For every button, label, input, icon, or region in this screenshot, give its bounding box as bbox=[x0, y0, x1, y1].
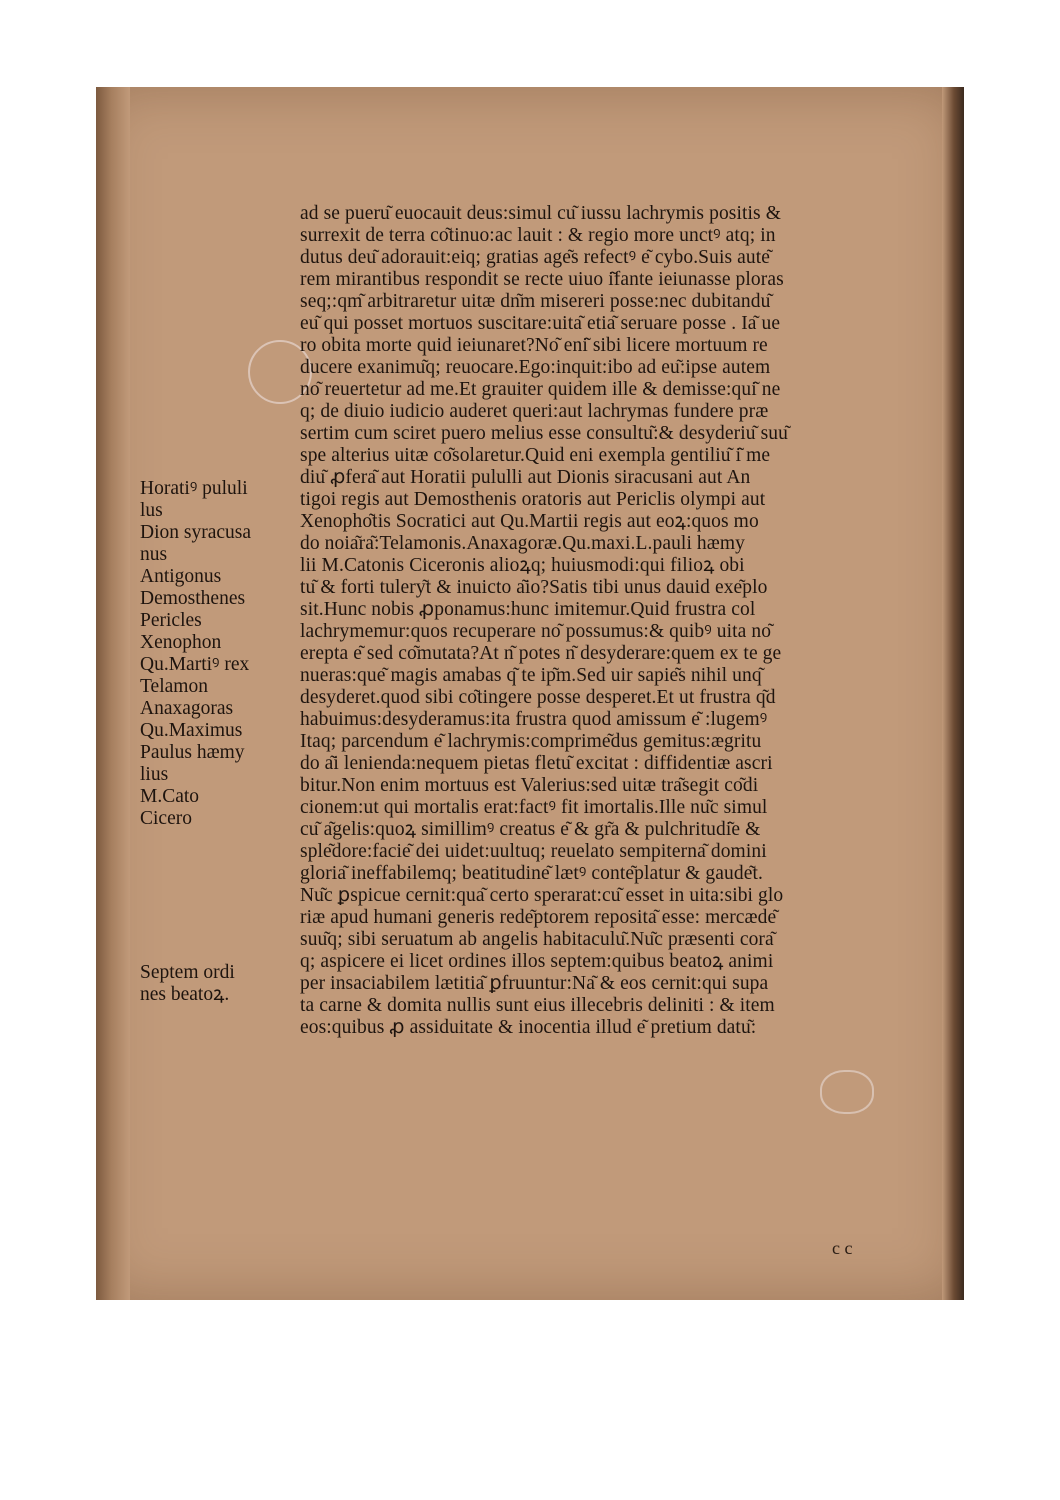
text-line: Nu͂c ꝑspicue cernit:qua͂ certo sperarat:cu͂ esset in uita:sibi glo bbox=[300, 885, 784, 906]
text-line: q; de diuio iudicio auderet queri:aut lachrymas fundere præ bbox=[300, 401, 769, 422]
text-line: do noia͂ra͂:Telamonis.Anaxagoræ.Qu.maxi.L.pauli hæmy bbox=[300, 533, 746, 554]
text-line: tigoi regis aut Demosthenis oratoris aut Periclis olympi aut bbox=[300, 489, 766, 510]
page-edge bbox=[942, 87, 964, 1300]
text-line: seq;:qm͂ arbitraretur uitæ dn͂m misereri posse:nec dubitandu͂ bbox=[300, 291, 771, 312]
text-line: habuimus:desyderamus:ita frustra quod amissum e͂ :lugemꝰ bbox=[300, 709, 768, 730]
margin-note: Telamon bbox=[140, 676, 208, 697]
text-line: bitur.Non enim mortuus est Valerius:sed uitæ tra͂segit co͂di bbox=[300, 775, 759, 796]
text-line: eu͂ qui posset mortuos suscitare:uita͂ etia͂ seruare posse . Ia͂ ue bbox=[300, 313, 781, 334]
margin-note: Qu.Maximus bbox=[140, 720, 243, 741]
margin-note: lus bbox=[140, 500, 163, 521]
text-line: riæ apud humani generis rede͂ptorem reposita͂ esse: mercæde͂ bbox=[300, 907, 777, 928]
text-line: sple͂dore:facie͂ dei uidet:uultuq; reuelato sempiterna͂ domini bbox=[300, 841, 767, 862]
margin-note: Septem ordi bbox=[140, 962, 235, 983]
text-line: Xenopho͂tis Socratici aut Qu.Martii regis aut eoꝝ:quos mo bbox=[300, 511, 759, 532]
text-line: tu͂ & forti tulerу͂t & inuicto a͂io?Satis tibi unus dauid exe͂plo bbox=[300, 577, 768, 598]
margin-note: Demosthenes bbox=[140, 588, 246, 609]
folio-mark: c c bbox=[832, 1238, 853, 1258]
text-line: rem mirantibus respondit se recte uiuo i͂fante ieiunasse ploras bbox=[300, 269, 784, 290]
margin-note: Horatiꝰ pululi bbox=[140, 478, 248, 499]
text-line: ad se pueru͂ euocauit deus:simul cu͂ iussu lachrymis positis & bbox=[300, 203, 781, 224]
library-stamp-mark-lower bbox=[820, 1070, 874, 1114]
text-line: gloria͂ ineffabilemq; beatitudine͂ lætꝰ conte͂platur & gaude͂t. bbox=[300, 863, 763, 884]
margin-note: Qu.Martiꝰ rex bbox=[140, 654, 250, 675]
text-line: do a͂i lenienda:nequem pietas fletu͂ excitat : diffidentiæ ascri bbox=[300, 753, 773, 774]
text-line: sertim cum sciret puero melius esse consultu͂:& desyderiu͂ suu͂ bbox=[300, 423, 788, 444]
text-line: per insaciabilem lætitia͂ ꝑfruuntur:Na͂ & eos cernit:qui supa bbox=[300, 973, 769, 994]
margin-note: nus bbox=[140, 544, 168, 565]
text-line: lii M.Catonis Ciceronis alioꝝq; huiusmodi:qui filioꝝ obi bbox=[300, 555, 745, 576]
text-line: erepta e͂ sed co͂mutata?At n͂ potes n͂ desyderare:quem ex te ge bbox=[300, 643, 782, 664]
margin-note: M.Cato bbox=[140, 786, 200, 807]
margin-note: Antigonus bbox=[140, 566, 222, 587]
margin-note: Paulus hæmy bbox=[140, 742, 245, 763]
text-line: desyderet.quod sibi co͂tingere posse desperet.Et ut frustra q͂d bbox=[300, 687, 776, 708]
text-line: no͂ reuertetur ad me.Et grauiter quidem ille & demisse:qui͂ ne bbox=[300, 379, 781, 400]
text-line: ta carne & domita nullis sunt eius illecebris deliniti : & item bbox=[300, 995, 775, 1016]
margin-note: Xenophon bbox=[140, 632, 222, 653]
text-line: cu͂ a͂gelis:quoꝝ simillimꝰ creatus e͂ & gr͂a & pulchritudi͂e & bbox=[300, 819, 761, 840]
margin-note: Pericles bbox=[140, 610, 202, 631]
text-line: Itaq; parcendum e͂ lachrymis:comprime͂dus gemitus:ægritu bbox=[300, 731, 762, 752]
margin-note: lius bbox=[140, 764, 169, 785]
text-line: sit.Hunc nobis ꝓponamus:hunc imitemur.Quid frustra col bbox=[300, 599, 756, 620]
text-line: ducere exanimu͂q; reuocare.Ego:inquit:ibo ad eu͂:ipse autem bbox=[300, 357, 771, 378]
text-line: ro obita morte quid ieiunaret?No͂ eni͂ sibi licere mortuum re bbox=[300, 335, 768, 356]
margin-note: nes beatoꝝ. bbox=[140, 984, 230, 1005]
text-line: surrexit de terra co͂tinuo:ac lauit : & regio more unctꝰ atq; in bbox=[300, 225, 776, 246]
text-line: diu͂ ꝓfera͂ aut Horatii pululli aut Dionis siracusani aut An bbox=[300, 467, 751, 488]
text-line: suu͂q; sibi seruatum ab angelis habitaculu͂.Nu͂c præsenti cora͂ bbox=[300, 929, 774, 950]
margin-note: Cicero bbox=[140, 808, 192, 829]
text-line: q; aspicere ei licet ordines illos septem:quibus beatoꝝ animi bbox=[300, 951, 774, 972]
binding-gutter bbox=[96, 87, 130, 1300]
text-line: eos:quibus ꝓ assiduitate & inocentia illud e͂ pretium datu͂: bbox=[300, 1017, 757, 1038]
margin-note: Dion syracusa bbox=[140, 522, 252, 543]
text-line: lachrymemur:quos recuperare no͂ possumus:& quibꝰ uita no͂ bbox=[300, 621, 772, 642]
margin-note: Anaxagoras bbox=[140, 698, 234, 719]
text-line: nueras:que͂ magis amabas q͂ te ip͂m.Sed uir sapie͂s nihil unq͂ bbox=[300, 665, 762, 686]
text-line: spe alterius uitæ co͂solaretur.Quid eni exempla gentiliu͂ i͂ me bbox=[300, 445, 771, 466]
text-line: cionem:ut qui mortalis erat:factꝰ fit imortalis.Ille nu͂c simul bbox=[300, 797, 768, 818]
text-line: dutus deu͂ adorauit:eiq; gratias age͂s refectꝰ e͂ cybo.Suis aute͂ bbox=[300, 247, 771, 268]
